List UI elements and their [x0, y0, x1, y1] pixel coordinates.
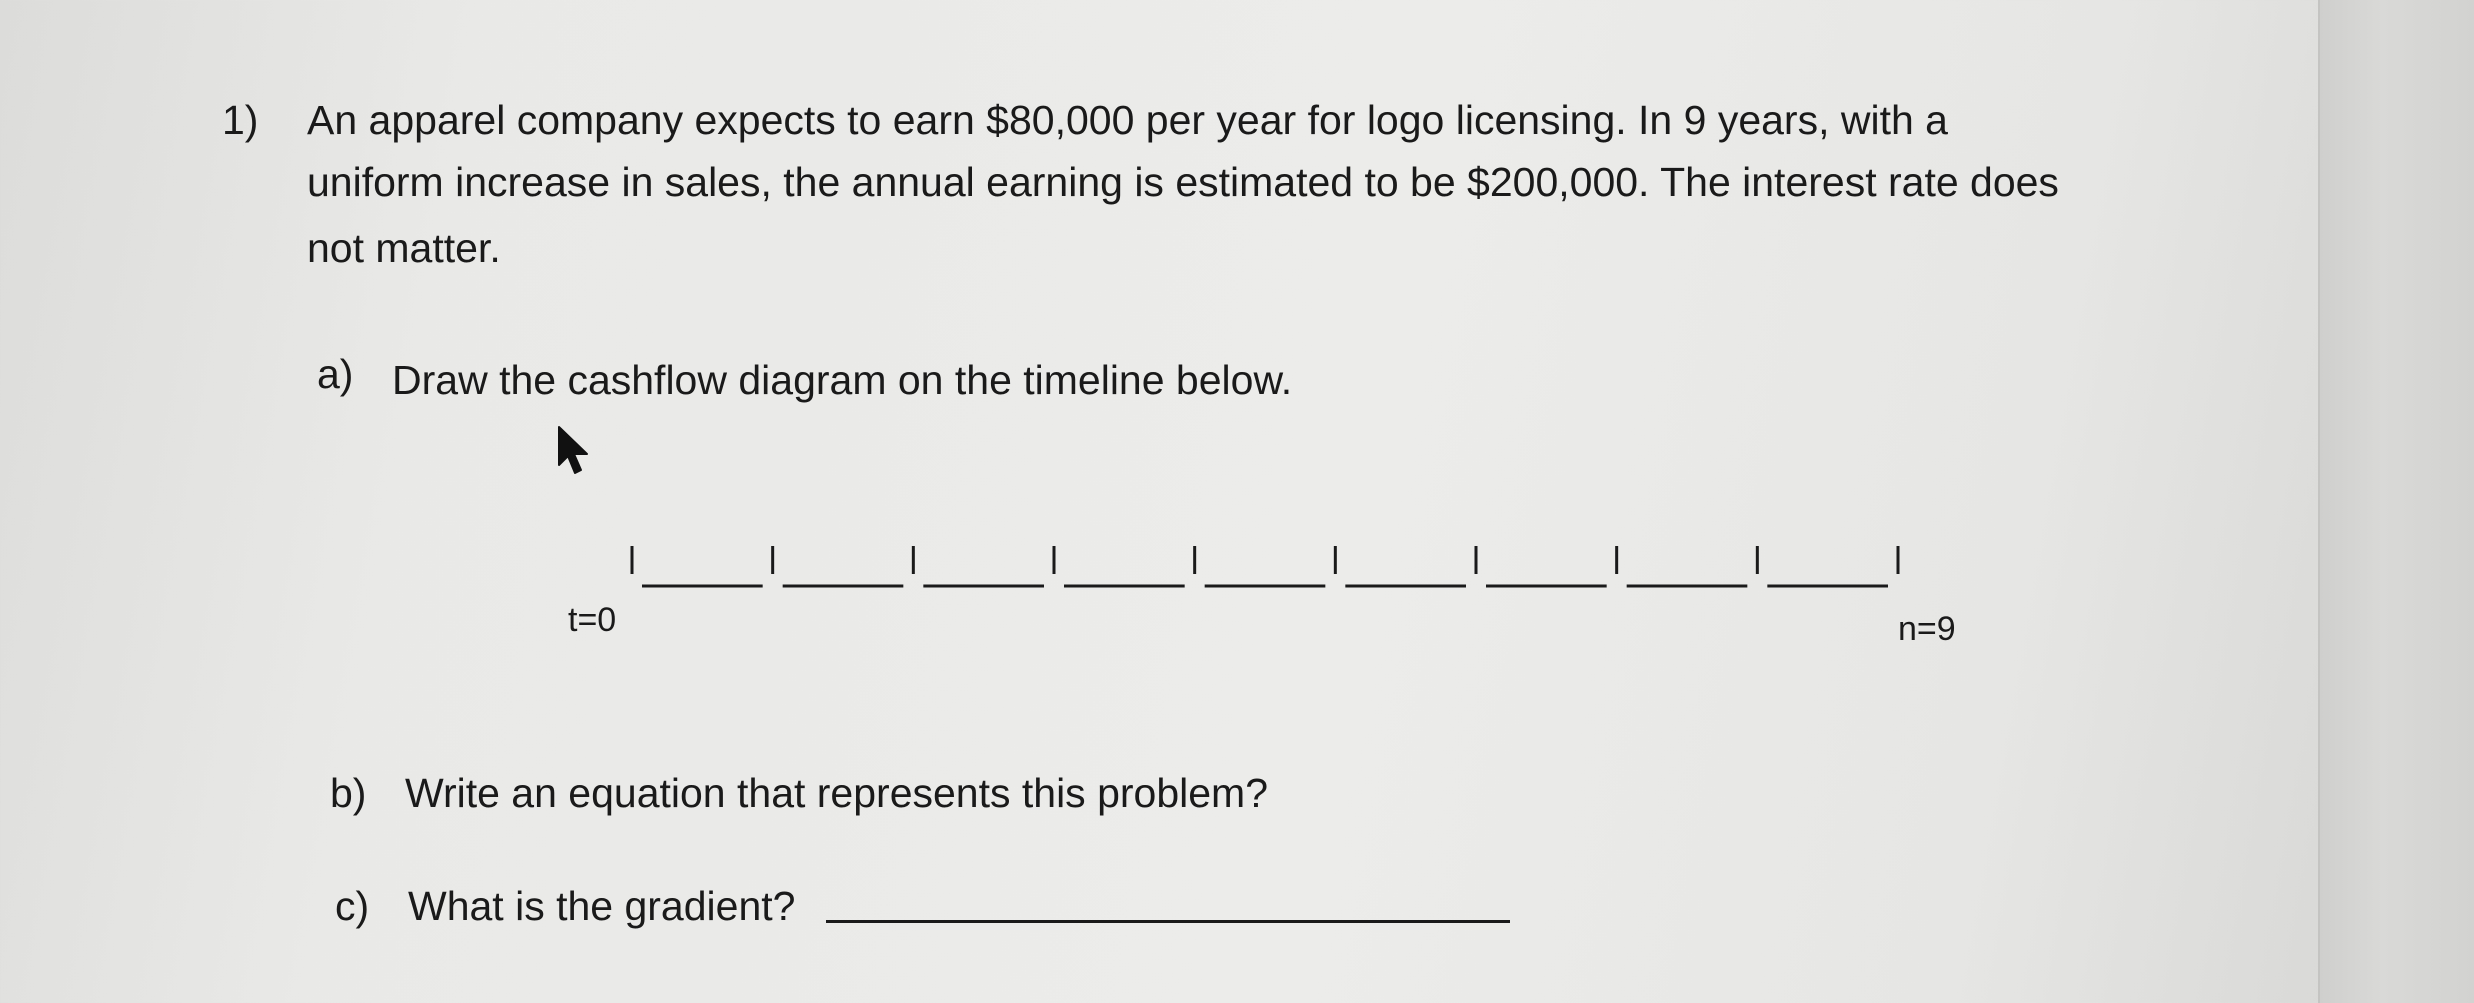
timeline-marks: [632, 546, 1898, 586]
question-text-line-3: not matter.: [307, 225, 501, 271]
part-c-text: What is the gradient?: [408, 883, 796, 929]
mouse-pointer-icon: [555, 425, 595, 477]
part-b-text: Write an equation that represents this problem?: [405, 770, 1269, 816]
timeline-end-label: n=9: [1898, 610, 1956, 648]
cashflow-timeline: [600, 536, 1920, 596]
part-a-label: a): [317, 351, 354, 397]
page-edge: [2318, 0, 2474, 1003]
question-text-line-1: An apparel company expects to earn $80,000 per year for logo licensing. In 9 years, with a: [307, 97, 1948, 143]
question-number: 1): [222, 97, 259, 143]
part-a-text: Draw the cashflow diagram on the timeline below.: [392, 357, 1293, 403]
gradient-answer-blank[interactable]: [826, 920, 1510, 923]
part-c-label: c): [335, 883, 370, 929]
part-b-label: b): [330, 770, 367, 816]
question-text-line-2: uniform increase in sales, the annual earning is estimated to be $200,000. The interest rate does: [307, 159, 2059, 205]
timeline-start-label: t=0: [568, 601, 617, 639]
